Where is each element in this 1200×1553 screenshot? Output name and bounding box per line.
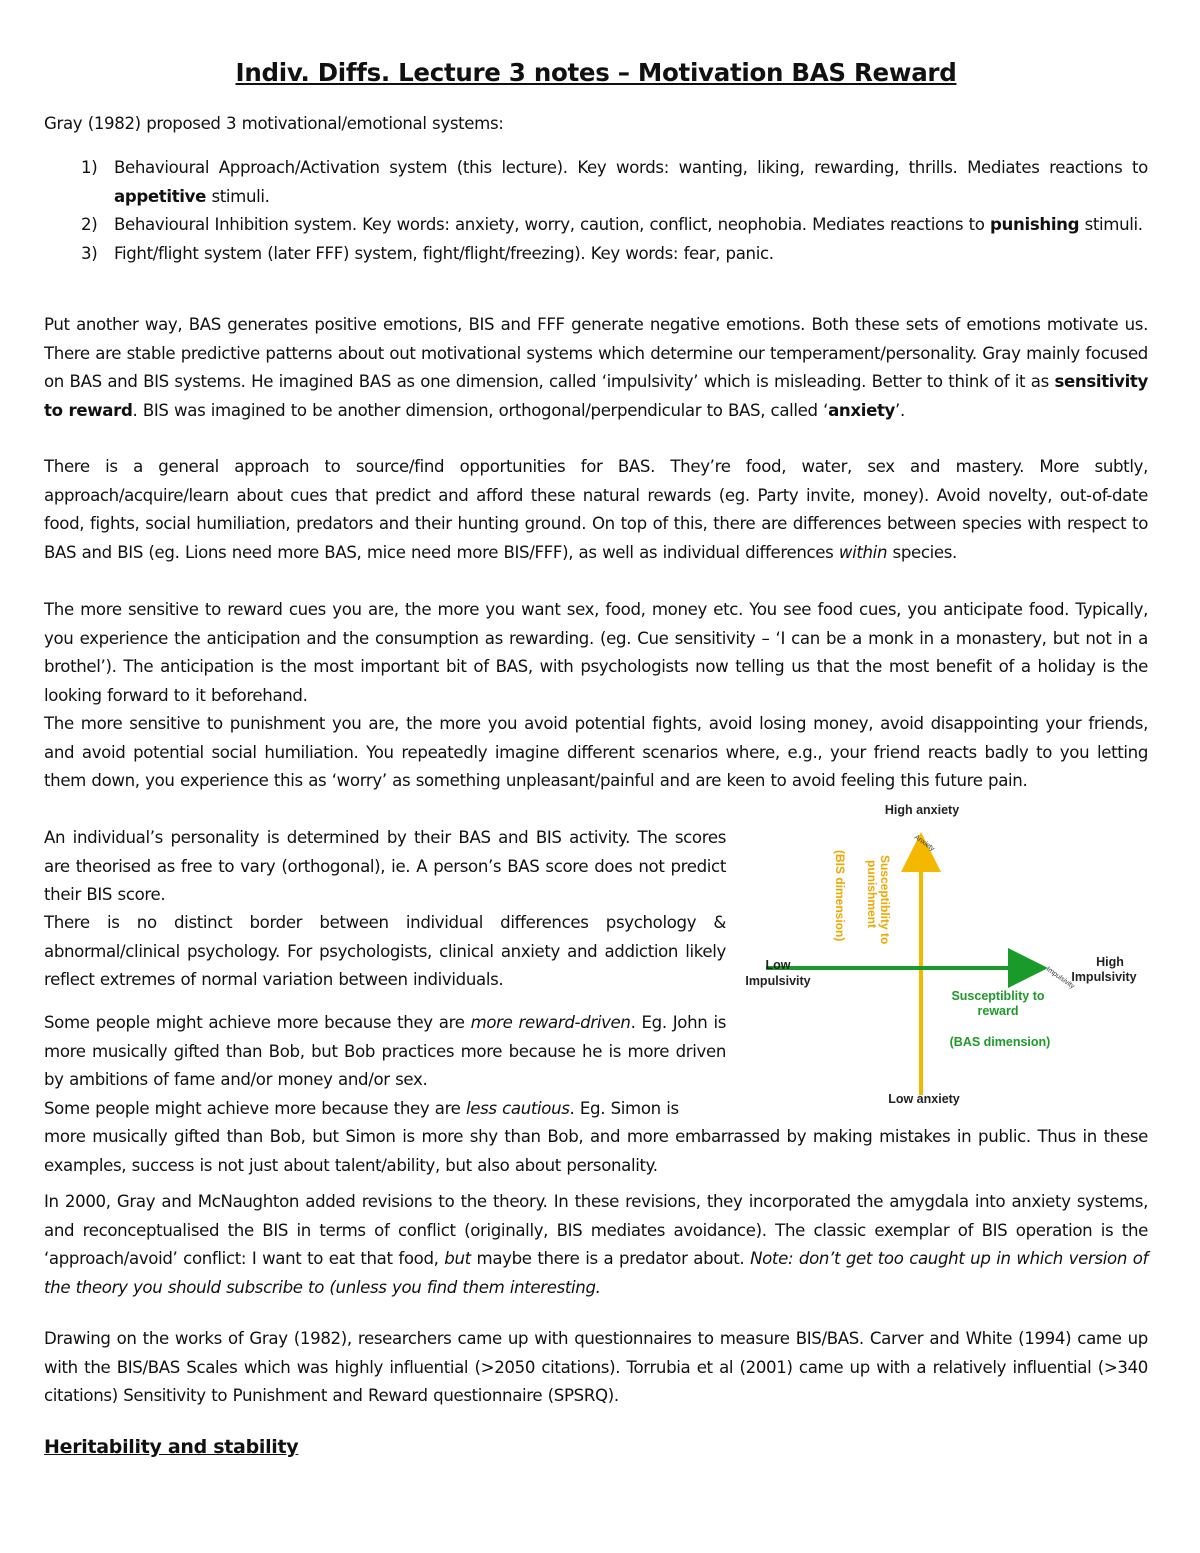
high-anxiety-label: High anxiety bbox=[884, 803, 960, 817]
impulsivity-small-label: Impulsivity bbox=[1044, 965, 1076, 991]
anxiety-small-label: Anxiety bbox=[912, 833, 936, 853]
list-item: 1) Behavioural Approach/Activation system (this lecture). Key words: wanting, liking, rewarding, thrills. Mediates reactions to appetitive stimuli. bbox=[44, 154, 1148, 211]
body-paragraph-less-cautious: Some people might achieve more because they are less cautious. Eg. Simon is bbox=[44, 1099, 679, 1118]
reward-label-2: reward bbox=[977, 1004, 1019, 1018]
list-item: 2) Behavioural Inhibition system. Key words: anxiety, worry, caution, conflict, neophobia. Mediates reactions to punishing stimuli. bbox=[44, 211, 1148, 240]
body-paragraph-approach: There is a general approach to source/find opportunities for BAS. They’re food, water, sex and mastery. More subtly, approach/acquire/learn about cues that predict and afford these natural rewards (eg. Party invite, money). Avoid novelty, out-of-date food, fights, social humiliation, predators and their hunting ground. On top of this, there are differences between species with respect to BAS and BIS (eg. Lions need more BAS, mice need more BIS/FFF), as well as individual differences within species. bbox=[44, 457, 1148, 562]
body-paragraph-questionnaires: Drawing on the works of Gray (1982), researchers came up with questionnaires to measure BIS/BAS. Carver and White (1994) came up with the BIS/BAS Scales which was highly influential (>2050 citations). Torrubia et al (2001) came up with a relatively influential (>340 citations) Sensitivity to Punishment and Reward questionnaire (SPSRQ). bbox=[44, 1329, 1148, 1405]
body-paragraph-bas-bis: Put another way, BAS generates positive emotions, BIS and FFF generate negative emotions. Both these sets of emotions motivate us. There are stable predictive patterns about out motivational systems which determine our temperament/personality. Gray mainly focused on BAS and BIS systems. He imagined BAS as one dimension, called ‘impulsivity’ which is misleading. Better to think of it as sensitivity to reward. BIS was imagined to be another dimension, orthogonal/perpendicular to BAS, called ‘anxiety’. bbox=[44, 315, 1148, 420]
bis-dimension-label: (BIS dimension) bbox=[833, 850, 847, 942]
body-paragraph-revisions: In 2000, Gray and McNaughton added revisions to the theory. In these revisions, they incorporated the amygdala into anxiety systems, and reconceptualised the BIS in terms of conflict (originally, BIS mediates avoidance). The classic exemplar of BIS operation is the ‘approach/avoid’ conflict: I want to eat that food, but maybe there is a predator about. Note: don’t get too caught up in which version of the theory you should subscribe to (unless you find them interesting. bbox=[44, 1192, 1148, 1297]
body-paragraph-reward: The more sensitive to reward cues you are, the more you want sex, food, money etc. You see food cues, you anticipate food. Typically, you experience the anticipation and the consumption as rewarding. (eg. Cue sensitivity – ‘I can be a monk in a monastery, but not in a brothel’). The anticipation is the most important bit of BAS, with psychologists now telling us that the most benefit of a holiday is the looking forward to it beforehand. bbox=[44, 600, 1148, 705]
body-paragraph-less-cautious-cont: more musically gifted than Bob, but Simon is more shy than Bob, and more embarrassed by making mistakes in public. Thus in these examples, success is not just about talent/ability, but also about personality. bbox=[44, 1127, 1148, 1175]
punishment-label-2: punishment bbox=[865, 860, 879, 928]
intro-paragraph: Gray (1982) proposed 3 motivational/emotional systems: bbox=[44, 114, 504, 133]
reward-label-1: Susceptiblity to bbox=[951, 989, 1045, 1003]
page-title: Indiv. Diffs. Lecture 3 notes – Motivation BAS Reward bbox=[235, 58, 957, 87]
list-number: 1) bbox=[81, 158, 98, 177]
low-impulsivity-label-1: Low bbox=[765, 958, 791, 972]
list-number: 2) bbox=[81, 215, 98, 234]
low-impulsivity-label-2: Impulsivity bbox=[745, 974, 811, 988]
high-impulsivity-label-2: Impulsivity bbox=[1071, 970, 1137, 984]
list-number: 3) bbox=[81, 243, 98, 263]
punishment-label-1: Susceptiblity to bbox=[878, 855, 892, 945]
low-anxiety-label: Low anxiety bbox=[888, 1092, 960, 1106]
high-impulsivity-label-1: High bbox=[1096, 955, 1124, 969]
body-paragraph-punishment: The more sensitive to punishment you are, the more you avoid potential fights, avoid losing money, avoid disappointing your friends, and avoid potential social humiliation. You repeatedly imagine different scenarios where, e.g., your friend reacts badly to you letting them down, you experience this as ‘worry’ as something unpleasant/painful and are keen to avoid feeling this future pain. bbox=[44, 714, 1148, 790]
bas-dimension-label: (BAS dimension) bbox=[949, 1035, 1051, 1049]
section-heading: Heritability and stability bbox=[44, 1436, 299, 1458]
systems-list bbox=[44, 154, 1148, 268]
list-item: 3) Fight/flight system (later FFF) system, fight/flight/freezing). Key words: fear, panic. bbox=[44, 240, 1148, 269]
bis-bas-diagram bbox=[736, 800, 1156, 1115]
body-paragraph-personality: An individual’s personality is determined by their BAS and BIS activity. The scores are theorised as free to vary (orthogonal), ie. A person’s BAS score does not predict their BIS score. bbox=[44, 828, 726, 904]
body-paragraph-clinical: There is no distinct border between individual differences psychology & abnormal/clinical psychology. For psychologists, clinical anxiety and addiction likely reflect extremes of normal variation between individuals. bbox=[44, 913, 726, 989]
body-paragraph-reward-driven: Some people might achieve more because they are more reward-driven. Eg. John is more musically gifted than Bob, but Bob practices more because he is more driven by ambitions of fame and/or money and/or sex. bbox=[44, 1013, 726, 1089]
